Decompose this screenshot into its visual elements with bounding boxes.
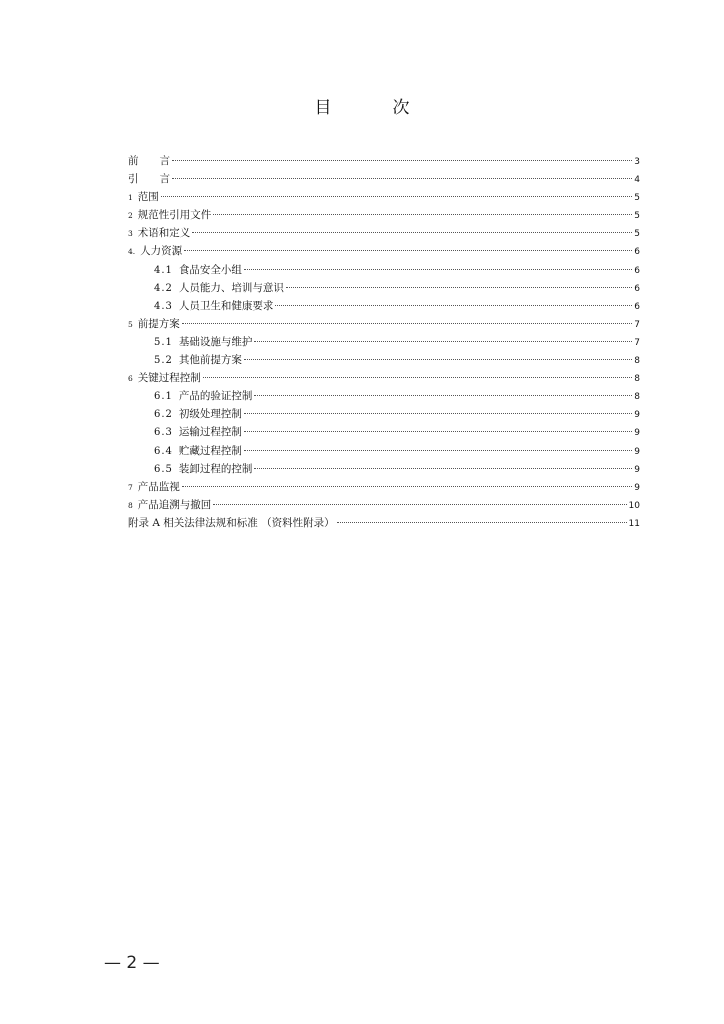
dot-leader [275, 305, 632, 306]
dot-leader [286, 287, 632, 288]
toc-entry-page: 7 [634, 337, 640, 348]
dot-leader [244, 450, 632, 451]
toc-entry-number: 2 [128, 211, 133, 221]
toc-entry-label: 其他前提方案 [178, 354, 242, 367]
toc-entry-page: 6 [634, 247, 640, 258]
dot-leader [213, 214, 632, 215]
dot-leader [182, 486, 632, 487]
toc-entry-page: 5 [634, 211, 640, 222]
toc-entry-page: 8 [634, 392, 640, 403]
toc-entry[interactable] [128, 351, 640, 369]
toc-entry[interactable] [128, 261, 640, 279]
toc-entry-label: 人力资源 [140, 245, 183, 258]
toc-entry-page: 6 [634, 265, 640, 276]
toc-entry-page: 9 [634, 428, 640, 439]
toc-entry-number: 6.1 [154, 391, 173, 403]
toc-entry-page: 9 [634, 482, 640, 493]
toc-title: 目 次 [314, 98, 432, 118]
toc-entry[interactable] [128, 170, 640, 188]
toc-entry-page: 5 [634, 229, 640, 240]
toc-entry[interactable] [128, 297, 640, 315]
toc-entry-label: 食品安全小组 [178, 263, 242, 276]
toc-entry-label: 运输过程控制 [178, 426, 242, 439]
toc-entry-page: 7 [634, 319, 640, 330]
toc-entry-number: 5 [128, 319, 133, 329]
toc-entry-page: 8 [634, 374, 640, 385]
dot-leader [192, 232, 632, 233]
dot-leader [172, 178, 632, 179]
dot-leader [244, 431, 632, 432]
toc-entry-number: 3 [128, 229, 133, 239]
toc-entry[interactable] [128, 206, 640, 224]
toc-entry-number: 4.2 [154, 282, 173, 294]
toc-entry-label: 前提方案 [137, 317, 180, 330]
toc-entry-number: 5.1 [154, 336, 173, 348]
toc-entry[interactable] [128, 460, 640, 478]
dot-leader [244, 359, 632, 360]
toc-entry-page: 9 [634, 410, 640, 421]
toc-entry[interactable] [128, 442, 640, 460]
dot-leader [254, 395, 632, 396]
toc-entry-number: 6.3 [154, 427, 173, 439]
toc-entry-number: 5.2 [154, 355, 173, 367]
table-of-contents [128, 152, 640, 532]
toc-entry-number: 4. [128, 247, 136, 257]
toc-entry-label: 人员卫生和健康要求 [178, 299, 274, 312]
toc-entry[interactable] [128, 315, 640, 333]
dot-leader [254, 468, 632, 469]
toc-entry[interactable] [128, 423, 640, 441]
toc-entry-number: 6.2 [154, 409, 173, 421]
toc-entry-number: 7 [128, 482, 133, 492]
toc-entry-label: 产品追溯与撤回 [137, 498, 212, 511]
toc-entry-label: 规范性引用文件 [137, 209, 212, 222]
toc-entry-page: 9 [634, 464, 640, 475]
toc-entry-label: 附录 A 相关法律法规和标准 （资料性附录） [128, 516, 335, 529]
toc-entry[interactable] [128, 405, 640, 423]
toc-entry-number: 6.5 [154, 463, 173, 475]
toc-entry-label: 术语和定义 [137, 227, 191, 240]
dot-leader [337, 522, 627, 523]
toc-entry[interactable] [128, 333, 640, 351]
toc-entry-label: 基础设施与维护 [178, 335, 253, 348]
toc-entry-label: 初级处理控制 [178, 408, 242, 421]
dot-leader [184, 250, 632, 251]
toc-entry-number: 8 [128, 500, 133, 510]
dot-leader [203, 377, 632, 378]
toc-entry-number: 4.1 [154, 264, 173, 276]
toc-entry-page: 8 [634, 356, 640, 367]
toc-entry[interactable] [128, 387, 640, 405]
toc-entry-number: 6.4 [154, 445, 173, 457]
toc-entry[interactable] [128, 224, 640, 242]
toc-entry[interactable] [128, 242, 640, 260]
toc-entry-page: 5 [634, 193, 640, 204]
dot-leader [244, 413, 632, 414]
toc-entry[interactable] [128, 496, 640, 514]
toc-entry-label: 装卸过程的控制 [178, 462, 253, 475]
dot-leader [244, 269, 632, 270]
toc-entry[interactable] [128, 478, 640, 496]
dot-leader [213, 504, 626, 505]
page-number: — 2 — [104, 953, 160, 973]
dot-leader [161, 196, 632, 197]
toc-entry[interactable] [128, 152, 640, 170]
dot-leader [172, 160, 632, 161]
toc-entry-label: 产品的验证控制 [178, 390, 253, 403]
toc-entry-page: 11 [628, 518, 640, 529]
dot-leader [254, 341, 632, 342]
toc-entry-label: 范围 [137, 191, 159, 204]
toc-entry-label: 关键过程控制 [137, 372, 201, 385]
toc-entry-page: 10 [628, 500, 640, 511]
toc-entry-number: 4.3 [154, 300, 173, 312]
toc-entry[interactable] [128, 369, 640, 387]
toc-entry-label: 人员能力、培训与意识 [178, 281, 284, 294]
toc-entry-page: 6 [634, 301, 640, 312]
toc-entry-page: 6 [634, 283, 640, 294]
toc-entry-number: 1 [128, 193, 133, 203]
toc-entry-label: 前 言 [128, 155, 170, 167]
toc-entry-page: 4 [634, 175, 640, 186]
toc-entry-label: 产品监视 [137, 480, 180, 493]
toc-entry-page: 3 [634, 157, 640, 167]
toc-entry-page: 9 [634, 446, 640, 457]
toc-entry[interactable] [128, 514, 640, 532]
toc-entry[interactable] [128, 188, 640, 206]
toc-entry-number: 6 [128, 374, 133, 384]
toc-entry[interactable] [128, 279, 640, 297]
toc-entry-label: 贮藏过程控制 [178, 444, 242, 457]
toc-entry-label: 引 言 [128, 173, 170, 186]
dot-leader [182, 323, 632, 324]
